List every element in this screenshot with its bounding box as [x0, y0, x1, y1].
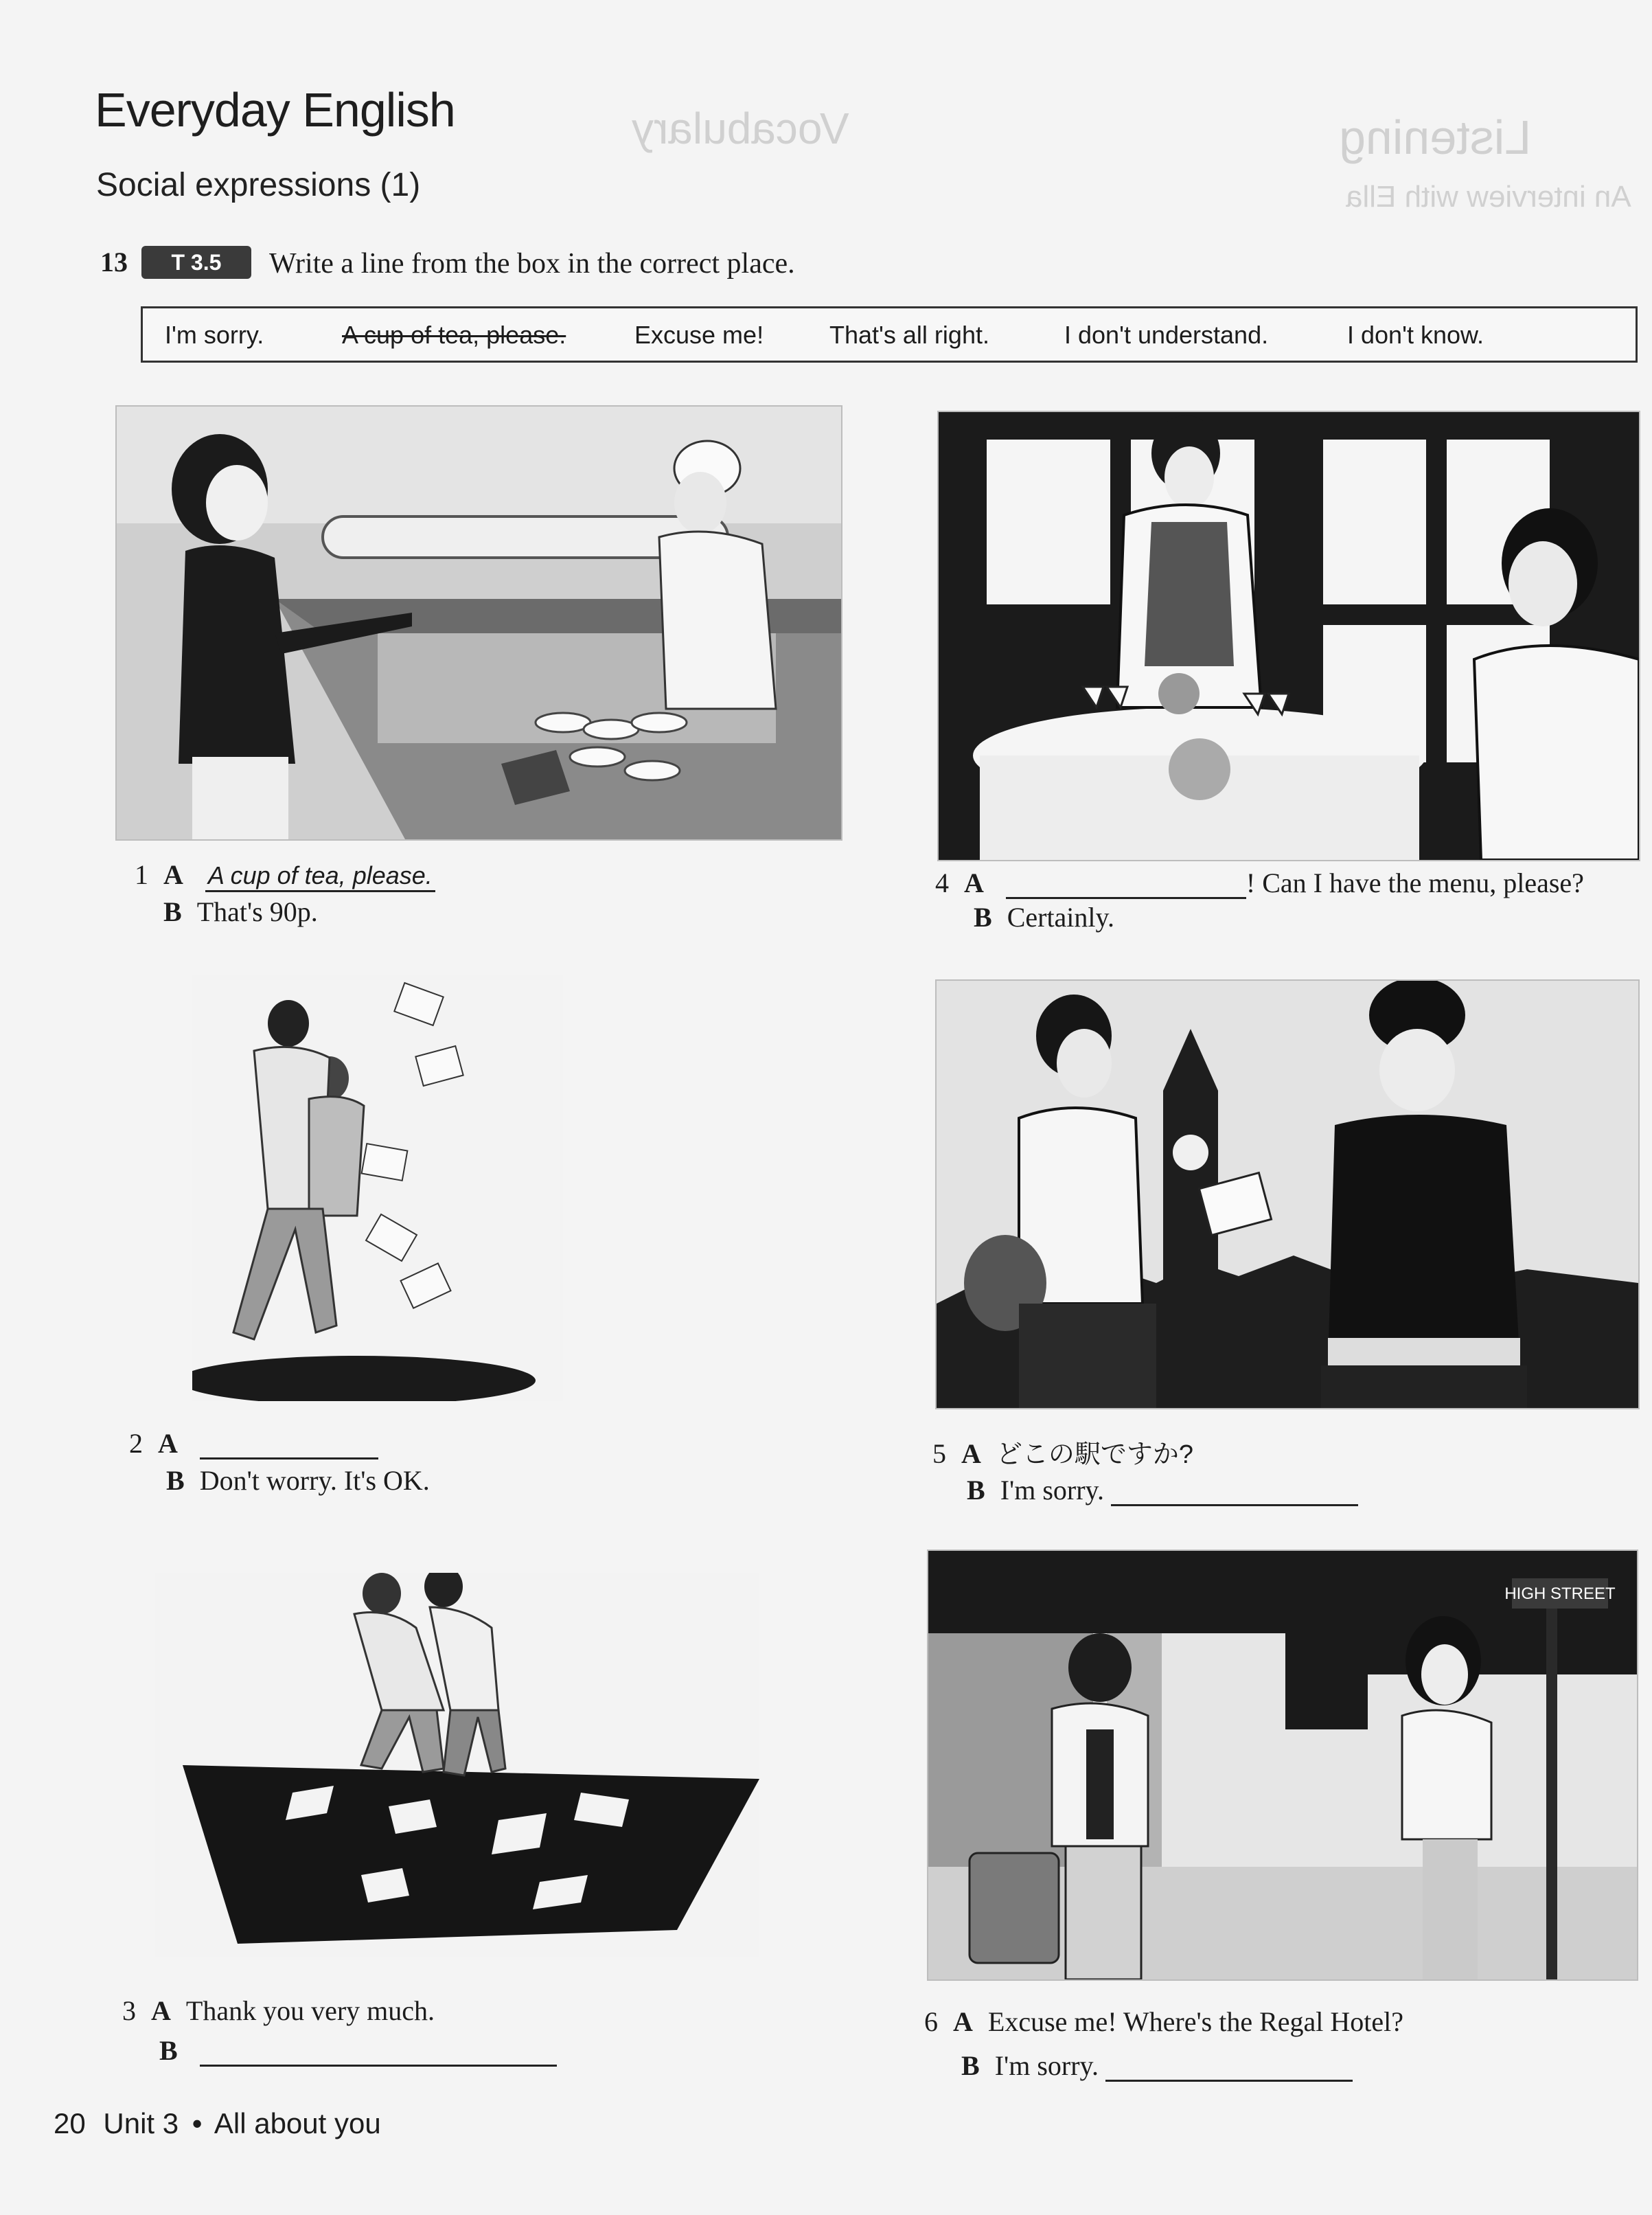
- page-footer: [54, 2107, 381, 2140]
- phrase-i-dont-know: I don't know.: [1347, 321, 1484, 349]
- phrase-cup-of-tea: A cup of tea, please.: [342, 321, 566, 349]
- dialogue-1-number: 1: [135, 859, 148, 890]
- dialogue-4-answer-blank[interactable]: [1006, 871, 1246, 899]
- dialogue-3-a-line: Thank you very much.: [185, 1995, 435, 2026]
- dialogue-5-b-line: I'm sorry.: [1000, 1475, 1104, 1506]
- dialogue-6-answer-blank[interactable]: [1105, 2054, 1353, 2082]
- dialogue-6-a-line: Excuse me! Where's the Regal Hotel?: [987, 2006, 1404, 2037]
- illustration-street-scene: [927, 1549, 1638, 1981]
- dialogue-2-number: 2: [129, 1428, 143, 1459]
- speaker-b-label: B: [163, 896, 182, 927]
- dialogue-2-b-line: Don't worry. It's OK.: [199, 1465, 430, 1496]
- speaker-b-label: B: [159, 2035, 178, 2066]
- speaker-a-label: A: [151, 1995, 171, 2026]
- speaker-a-label: A: [953, 2006, 973, 2037]
- speaker-b-label: B: [974, 902, 992, 933]
- dialogue-6-number: 6: [924, 2006, 938, 2037]
- phrase-i-dont-understand: I don't understand.: [1064, 321, 1269, 349]
- dialogue-2-answer-blank[interactable]: [200, 1431, 378, 1459]
- speaker-b-label: B: [166, 1465, 185, 1496]
- dialogue-1-b-line: That's 90p.: [196, 896, 318, 927]
- dialogue-6-b-line: I'm sorry.: [994, 2050, 1099, 2081]
- dialogue-5-answer-blank[interactable]: [1111, 1478, 1358, 1506]
- illustration-restaurant: [937, 411, 1640, 861]
- exercise-number: 13: [100, 247, 128, 277]
- illustration-collision: [192, 975, 563, 1401]
- phrase-thats-all-right: That's all right.: [829, 321, 989, 349]
- phrase-im-sorry: I'm sorry.: [165, 321, 264, 349]
- dialogue-1-answer[interactable]: A cup of tea, please.: [205, 861, 435, 892]
- unit-label: Unit 3: [103, 2107, 179, 2139]
- speaker-a-label: A: [964, 867, 984, 898]
- speaker-a-label: A: [961, 1438, 981, 1469]
- speaker-a-label: A: [163, 859, 183, 890]
- dialogue-3-answer-blank[interactable]: [200, 2038, 557, 2067]
- dialogue-5-a-line: どこの駅ですか?: [996, 1440, 1194, 1469]
- dialogue-4-b-line: Certainly.: [1007, 902, 1114, 933]
- speaker-b-label: B: [961, 2050, 980, 2081]
- phrase-excuse-me: Excuse me!: [634, 321, 764, 349]
- dialogue-4-a-line: ! Can I have the menu, please?: [1246, 867, 1584, 898]
- page-title: Everyday English: [95, 83, 455, 137]
- dialogue-4-number: 4: [935, 867, 949, 898]
- speaker-b-label: B: [967, 1475, 985, 1506]
- phrase-box: [141, 306, 1638, 363]
- page-number: 20: [54, 2107, 86, 2139]
- section-subtitle: Social expressions (1): [96, 167, 421, 203]
- footer-separator: •: [192, 2107, 203, 2139]
- illustration-picking-up-papers: [155, 1573, 759, 1957]
- illustration-tourist-police: [935, 979, 1640, 1409]
- exercise-instruction: Write a line from the box in the correct place.: [269, 248, 795, 280]
- illustration-cafe-counter: [115, 405, 842, 841]
- speaker-a-label: A: [158, 1428, 178, 1459]
- dialogue-5-number: 5: [932, 1438, 946, 1469]
- dialogue-3-number: 3: [122, 1995, 136, 2026]
- street-sign-label: HIGH STREET: [1504, 1584, 1616, 1603]
- audio-track-badge[interactable]: T 3.5: [141, 246, 251, 279]
- unit-topic: All about you: [214, 2107, 381, 2139]
